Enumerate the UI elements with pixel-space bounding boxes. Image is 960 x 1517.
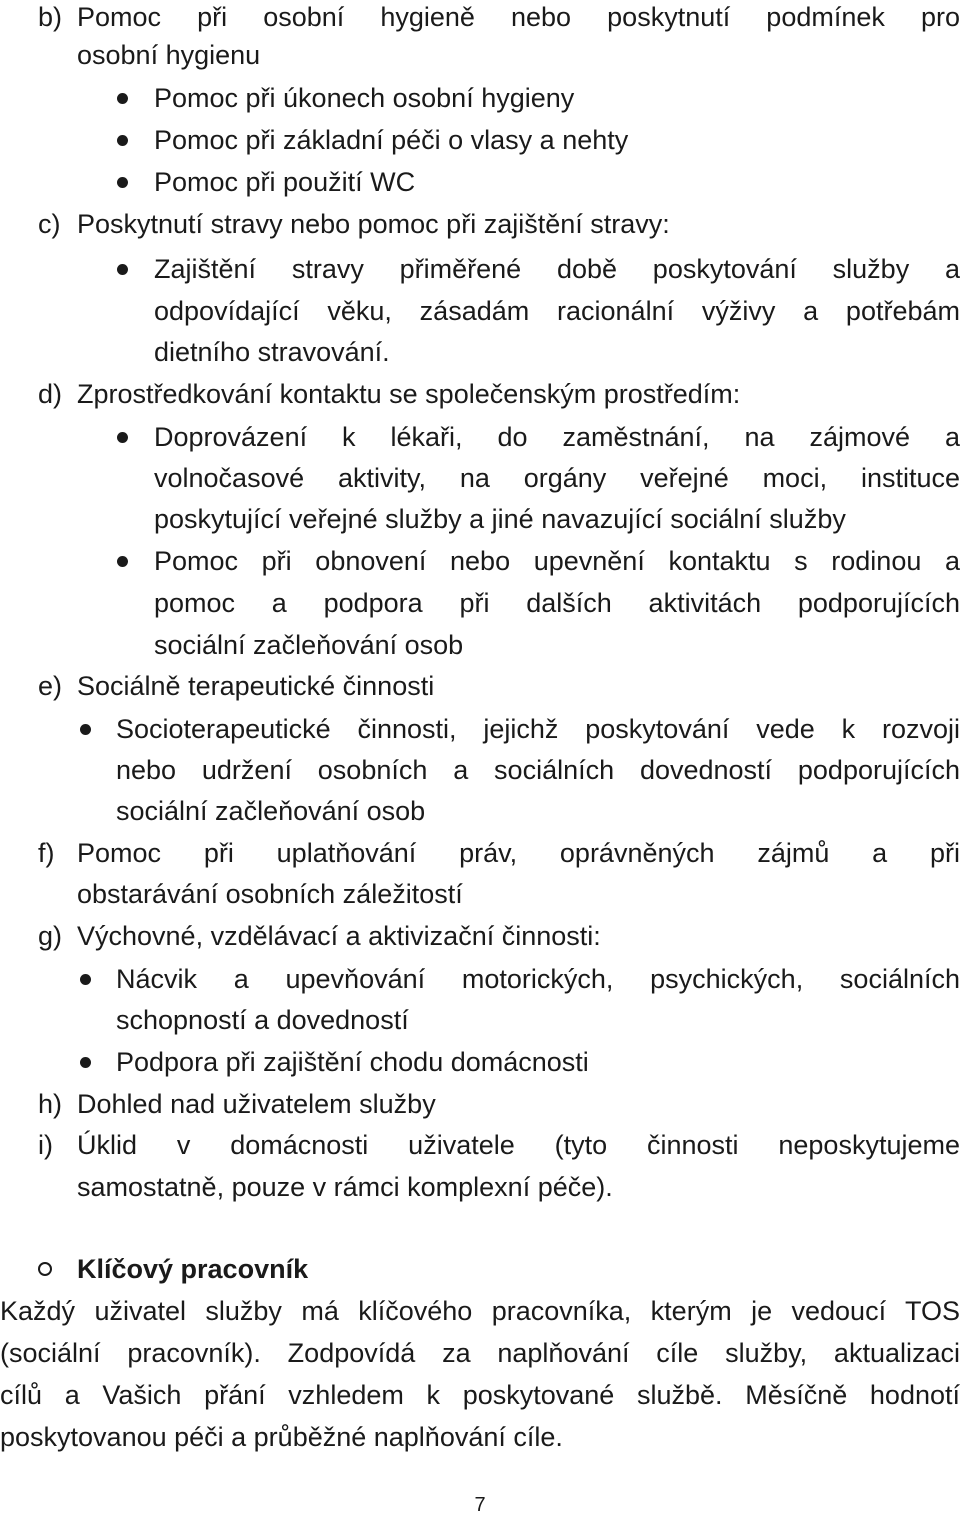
item-g-bullet-2: Podpora při zajištění chodu domácnosti (116, 1047, 589, 1077)
item-d-title: Zprostředkování kontaktu se společenským prostředím: (77, 379, 741, 409)
bullet-icon (80, 974, 91, 985)
item-label-e: e) (38, 671, 63, 701)
bullet-icon (117, 264, 128, 275)
key-worker-paragraph-line-1: Každý uživatel služby má klíčového pracovníka, kterým je vedoucí TOS (0, 1296, 960, 1326)
item-d-bullet-2: Pomoc při obnovení nebo upevnění kontaktu s rodinou a (154, 546, 960, 576)
item-c-bullet-1-cont: odpovídající věku, zásadám racionální výživy a potřebám (154, 296, 960, 326)
item-i-title-cont: samostatně, pouze v rámci komplexní péče). (77, 1172, 613, 1202)
item-f-title: Pomoc při uplatňování práv, oprávněných zájmů a při (77, 838, 960, 868)
bullet-icon (80, 1057, 91, 1068)
key-worker-paragraph-line-2: (sociální pracovník). Zodpovídá za naplňování cíle služby, aktualizaci (0, 1338, 960, 1368)
item-c-bullet-1-cont2: dietního stravování. (154, 337, 390, 367)
item-label-d: d) (38, 379, 63, 409)
item-d-bullet-1-cont2: poskytující veřejné služby a jiné navazující sociální služby (154, 504, 846, 534)
item-c-bullet-1: Zajištění stravy přiměřené době poskytování služby a (154, 254, 960, 284)
item-b-title: Pomoc při osobní hygieně nebo poskytnutí podmínek pro (77, 2, 960, 32)
key-worker-heading: Klíčový pracovník (77, 1254, 309, 1284)
item-b-title-cont: osobní hygienu (77, 40, 261, 70)
item-label-h: h) (38, 1089, 63, 1119)
item-b-bullet-2: Pomoc při základní péči o vlasy a nehty (154, 125, 629, 155)
bullet-icon (117, 556, 128, 567)
item-label-i: i) (38, 1130, 53, 1160)
item-b-bullet-3: Pomoc při použití WC (154, 167, 416, 197)
item-f-title-cont: obstarávání osobních záležitostí (77, 879, 463, 909)
item-c-title: Poskytnutí stravy nebo pomoc při zajištění stravy: (77, 209, 670, 239)
bullet-icon (117, 432, 128, 443)
bullet-icon (117, 135, 128, 146)
item-g-title: Výchovné, vzdělávací a aktivizační činnosti: (77, 921, 601, 951)
item-b-bullet-1: Pomoc při úkonech osobní hygieny (154, 83, 575, 113)
item-label-c: c) (38, 209, 61, 239)
item-label-g: g) (38, 921, 63, 951)
item-e-title: Sociálně terapeutické činnosti (77, 671, 435, 701)
item-d-bullet-1-cont: volnočasové aktivity, na orgány veřejné moci, instituce (154, 463, 960, 493)
key-worker-paragraph-line-4: poskytovanou péči a průběžné naplňování cíle. (0, 1422, 563, 1452)
page-number: 7 (474, 1494, 486, 1516)
item-label-f: f) (38, 838, 55, 868)
item-d-bullet-2-cont: pomoc a podpora při dalších aktivitách podporujících (154, 588, 960, 618)
circle-bullet-icon (38, 1262, 52, 1276)
item-e-bullet-1: Socioterapeutické činnosti, jejichž poskytování vede k rozvoji (116, 714, 960, 744)
item-d-bullet-1: Doprovázení k lékaři, do zaměstnání, na zájmové a (154, 422, 960, 452)
bullet-icon (117, 177, 128, 188)
item-h-title: Dohled nad uživatelem služby (77, 1089, 436, 1119)
item-e-bullet-1-cont2: sociální začleňování osob (116, 796, 426, 826)
item-g-bullet-1: Nácvik a upevňování motorických, psychických, sociálních (116, 964, 960, 994)
key-worker-paragraph-line-3: cílů a Vašich přání vzhledem k poskytované službě. Měsíčně hodnotí (0, 1380, 960, 1410)
item-i-title: Úklid v domácnosti uživatele (tyto činnosti neposkytujeme (77, 1130, 960, 1160)
bullet-icon (80, 724, 91, 735)
item-label-b: b) (38, 2, 63, 32)
item-e-bullet-1-cont: nebo udržení osobních a sociálních dovedností podporujících (116, 755, 960, 785)
bullet-icon (117, 93, 128, 104)
item-d-bullet-2-cont2: sociální začleňování osob (154, 630, 464, 660)
item-g-bullet-1-cont: schopností a dovedností (116, 1005, 409, 1035)
